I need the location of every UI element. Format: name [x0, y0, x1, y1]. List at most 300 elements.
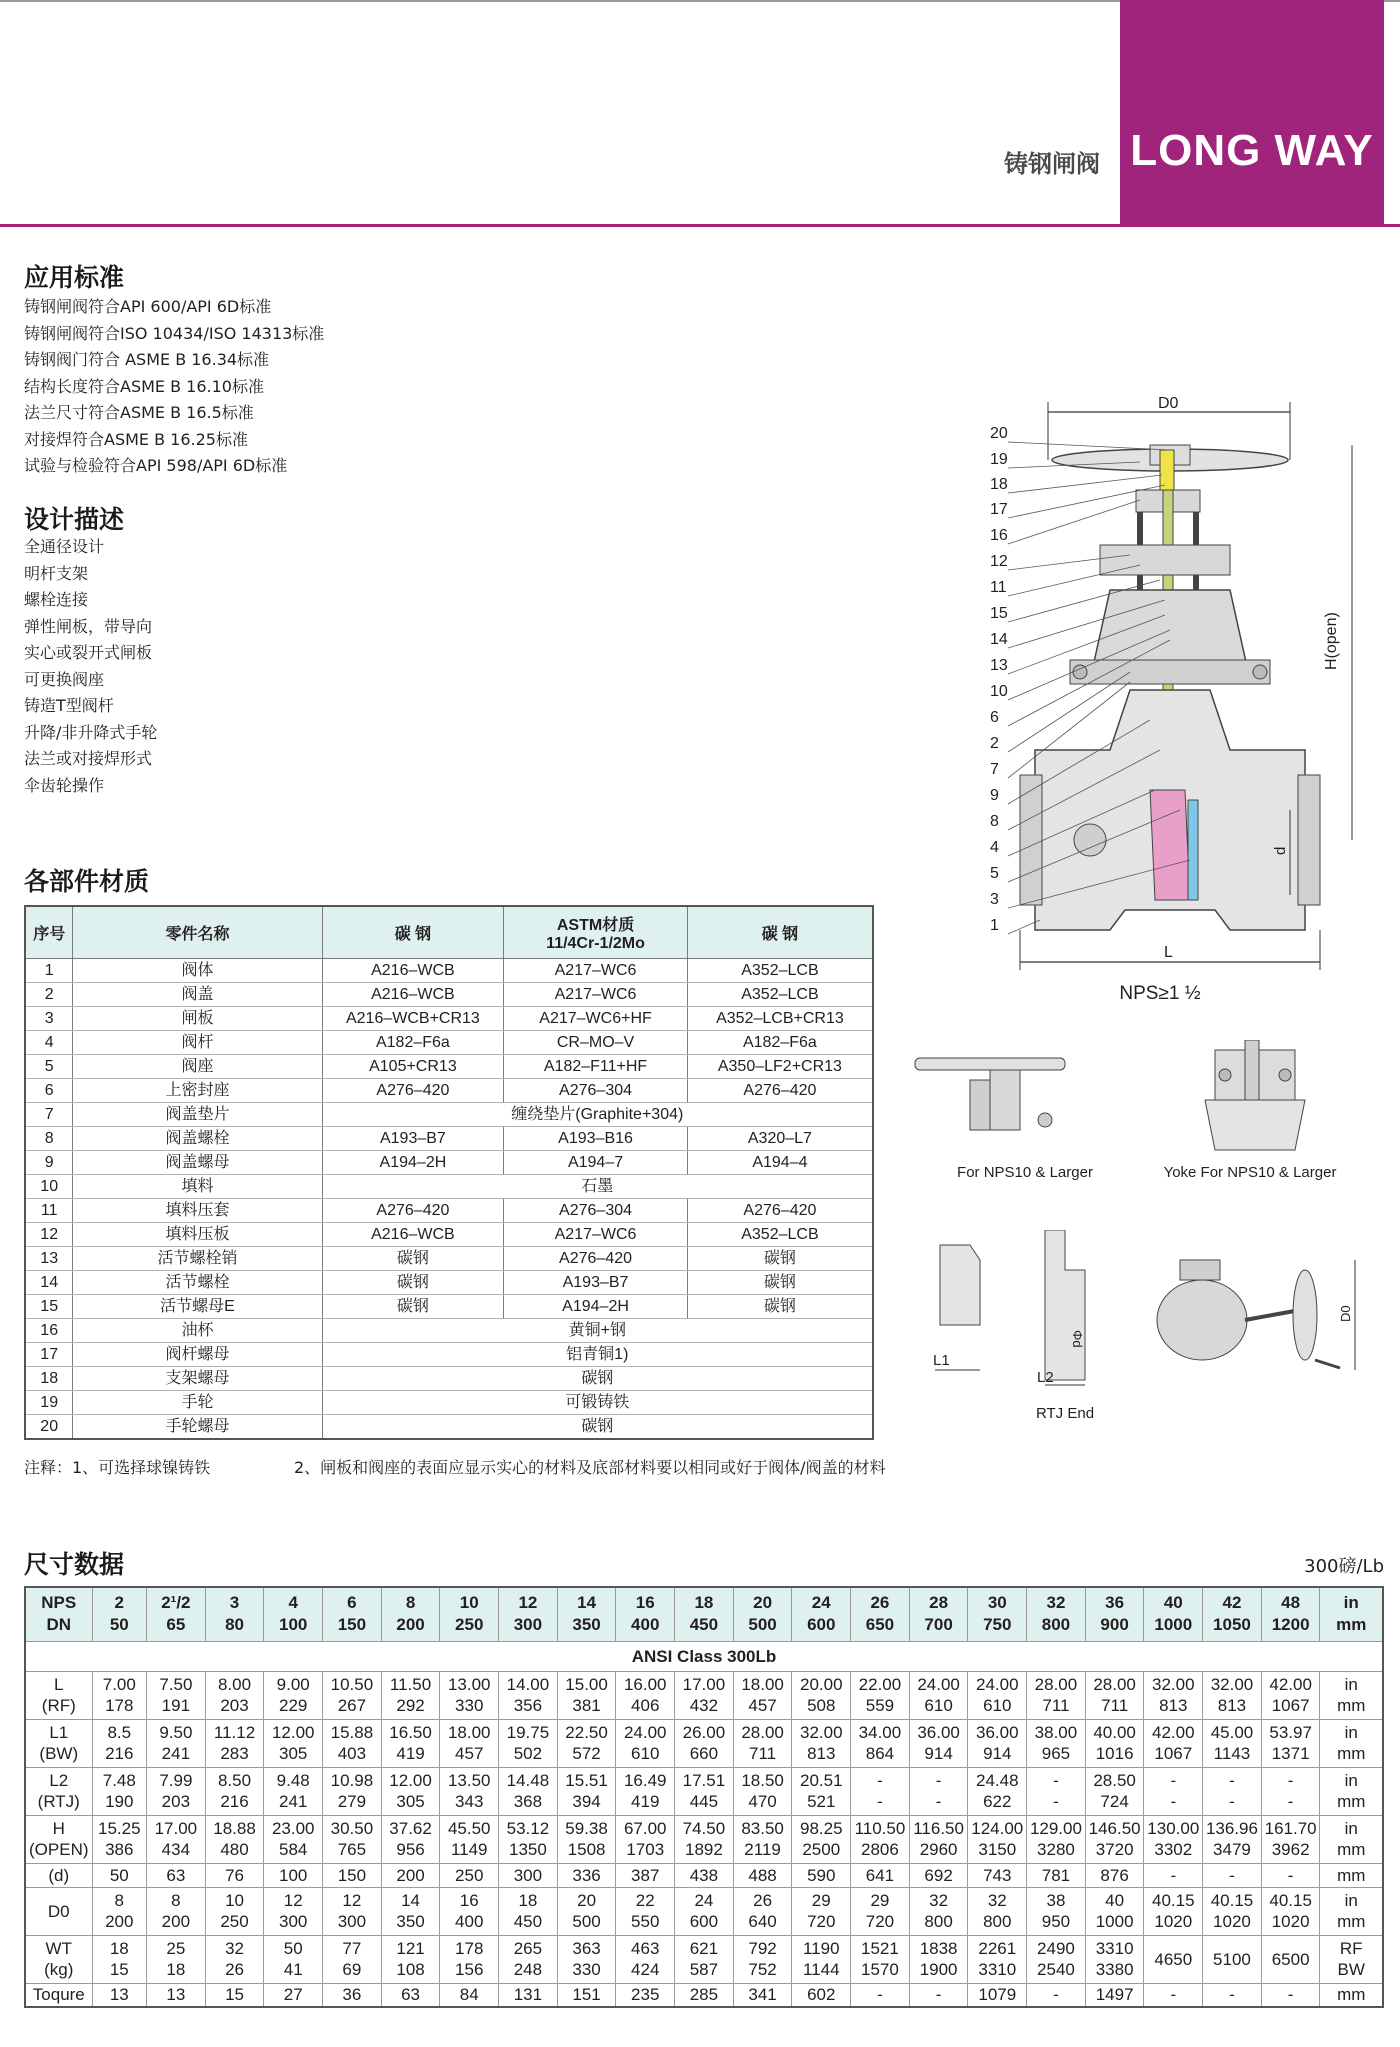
weight-value-bottom: 1900 — [919, 1960, 958, 1979]
nps-value: 3 — [229, 1593, 240, 1613]
dimension-value-bottom: 406 — [631, 1696, 660, 1715]
dimension-value-bottom: 914 — [983, 1744, 1012, 1763]
rtj-caption: RTJ End — [1035, 1405, 1095, 1422]
part-number: 6 — [990, 709, 999, 726]
weight-value — [1203, 1935, 1262, 1983]
dimension-value-bottom: 965 — [1041, 1744, 1071, 1763]
h-dim-label: H(open) — [1323, 612, 1340, 670]
weight-value — [733, 1935, 792, 1983]
nps-value: 36 — [1105, 1593, 1125, 1613]
size-column-header — [440, 1587, 499, 1641]
astm-line1: ASTM材质 — [556, 916, 635, 934]
d0-value-bottom: 450 — [513, 1912, 543, 1931]
dimension-value-bottom: 457 — [748, 1696, 777, 1715]
d0-value-bottom: 300 — [279, 1912, 308, 1931]
part-material-astm: A217–WC6 — [504, 982, 688, 1006]
row-label-bottom: (RTJ) — [37, 1792, 80, 1811]
dimension-value-top: 13.50 — [447, 1771, 491, 1790]
weight-value-top: 363 — [572, 1939, 601, 1958]
dimension-value-top: 18.00 — [741, 1675, 784, 1694]
dimension-value-bottom: 229 — [279, 1696, 308, 1715]
dimension-value — [381, 1671, 440, 1719]
weight-value-bottom: 15 — [109, 1960, 129, 1979]
materials-row — [25, 1318, 873, 1342]
dimension-value — [557, 1671, 616, 1719]
design-title: 设计描述 — [24, 505, 125, 534]
weight-value-top: 18 — [109, 1939, 129, 1958]
dimensions-table — [24, 1586, 1384, 2008]
torque-value: 285 — [675, 1983, 734, 2007]
dimension-value — [675, 1671, 734, 1719]
dimension-value — [205, 1719, 264, 1767]
dimension-value-bottom: 3479 — [1213, 1840, 1251, 1859]
dimension-value — [851, 1767, 910, 1815]
weight-value — [92, 1935, 146, 1983]
weight-value-bottom: 752 — [748, 1960, 777, 1979]
dimension-value-top: 45.50 — [447, 1819, 491, 1838]
dimension-value-top: 83.50 — [741, 1819, 784, 1838]
d0-value-top: 32 — [987, 1891, 1007, 1910]
standards-item: 铸钢闸阀符合API 600/API 6D标准 — [24, 297, 272, 316]
weight-value — [1085, 1935, 1144, 1983]
dimension-value-top: 11.50 — [389, 1675, 432, 1694]
dimension-value-bottom: 1892 — [685, 1840, 723, 1859]
dn-value: 400 — [631, 1615, 660, 1635]
dimension-value-top: 16.50 — [389, 1723, 432, 1742]
brand-block — [1120, 0, 1384, 224]
part-material-lt: A194–4 — [687, 1150, 873, 1174]
dimension-value-top: 24.00 — [917, 1675, 960, 1694]
dn-value: 450 — [689, 1615, 719, 1635]
dimension-value-bottom: 610 — [924, 1696, 953, 1715]
part-material-carbon: A216–WCB — [322, 958, 504, 982]
dimension-value-bottom: 956 — [396, 1840, 425, 1859]
weight-value — [205, 1935, 264, 1983]
dimension-value-top: 110.50 — [854, 1819, 906, 1838]
dimension-value-top: - — [877, 1771, 883, 1790]
dimension-value-bottom: 386 — [105, 1840, 134, 1859]
nps-value: 32 — [1046, 1593, 1066, 1613]
dimension-value — [909, 1815, 968, 1863]
row-unit-top: in — [1344, 1675, 1358, 1694]
d0-value-bottom: 800 — [983, 1912, 1012, 1931]
d0-value-bottom: 400 — [455, 1912, 484, 1931]
size-column-header — [92, 1587, 146, 1641]
part-name: 阀座 — [73, 1054, 322, 1078]
dimension-value-top: 12.00 — [271, 1723, 315, 1742]
d0-value-bottom: 1020 — [1213, 1912, 1251, 1931]
weight-value-top: 5100 — [1213, 1949, 1251, 1969]
yoke-large-drawing — [1195, 1040, 1315, 1160]
bore-value: 150 — [323, 1863, 382, 1887]
dimension-value — [1085, 1671, 1144, 1719]
part-material-lt: A352–LCB — [687, 982, 873, 1006]
torque-value: 151 — [557, 1983, 616, 2007]
d0-value-top: 29 — [811, 1891, 831, 1910]
nps-value: 24 — [811, 1593, 831, 1613]
weight-value — [1144, 1935, 1203, 1983]
dimension-value-bottom: 403 — [337, 1744, 367, 1763]
weight-value — [323, 1935, 382, 1983]
dimension-value — [557, 1767, 616, 1815]
dimension-value-top: 15.25 — [98, 1819, 141, 1838]
part-material-astm: A193–B7 — [504, 1270, 688, 1294]
dn-value: 150 — [337, 1615, 367, 1635]
dn-value: 700 — [924, 1615, 953, 1635]
row-unit-bottom: mm — [1337, 1792, 1366, 1811]
dn-value: 600 — [807, 1615, 836, 1635]
part-no: 3 — [25, 1006, 73, 1030]
weight-value-bottom: 330 — [572, 1960, 601, 1979]
dimension-value-top: - — [1287, 1771, 1294, 1790]
dimension-value-top: 161.70 — [1264, 1819, 1317, 1838]
dimension-value-bottom: 660 — [689, 1744, 719, 1763]
dimension-value-bottom: - — [1053, 1792, 1059, 1811]
dimension-value-top: 15.51 — [565, 1771, 608, 1790]
dimension-row — [25, 1719, 1383, 1767]
dimension-value-top: 42.00 — [1152, 1723, 1195, 1742]
torque-value: 36 — [323, 1983, 382, 2007]
size-column-header — [147, 1587, 206, 1641]
dimension-value-bottom: 178 — [105, 1696, 134, 1715]
dimension-value — [1144, 1671, 1203, 1719]
design-item: 实心或裂开式闸板 — [24, 643, 153, 662]
weight-value — [440, 1935, 499, 1983]
d0-value-top: 38 — [1046, 1891, 1066, 1910]
row-label: D0 — [25, 1887, 92, 1935]
nps-value: 40 — [1163, 1593, 1183, 1613]
dimension-value-bottom: 432 — [689, 1696, 719, 1715]
dimension-value — [909, 1671, 968, 1719]
dimension-row — [25, 1767, 1383, 1815]
part-no: 8 — [25, 1126, 73, 1150]
size-column-header — [1261, 1587, 1320, 1641]
dimension-value-bottom: 2806 — [861, 1840, 899, 1859]
dimension-value — [147, 1671, 206, 1719]
row-label-top: L1 — [49, 1723, 69, 1742]
bore-value: - — [1203, 1863, 1262, 1887]
part-material-carbon: A182–F6a — [322, 1030, 504, 1054]
torque-value: 63 — [381, 1983, 440, 2007]
materials-row — [25, 1102, 873, 1126]
part-no: 4 — [25, 1030, 73, 1054]
dimension-value — [264, 1671, 323, 1719]
dimension-value-top: 74.50 — [682, 1819, 726, 1838]
dimension-value-top: 59.38 — [565, 1819, 608, 1838]
row-unit-top: RF — [1339, 1939, 1363, 1958]
torque-value: 27 — [264, 1983, 323, 2007]
row-label-top: L2 — [49, 1771, 69, 1790]
handwheel-diameter-row — [25, 1887, 1383, 1935]
dimension-value-bottom: 813 — [807, 1744, 836, 1763]
bore-value: 488 — [733, 1863, 792, 1887]
unit-header — [1320, 1587, 1383, 1641]
part-number: 7 — [990, 761, 999, 778]
dimension-value-top: 8.00 — [217, 1675, 252, 1694]
d0-dim-label: D0 — [1158, 395, 1179, 412]
dimension-value-bottom: 724 — [1100, 1792, 1129, 1811]
part-material-lt: A352–LCB+CR13 — [687, 1006, 873, 1030]
d0-value-bottom: 600 — [689, 1912, 719, 1931]
part-no: 10 — [25, 1174, 73, 1198]
part-no: 19 — [25, 1390, 73, 1414]
bore-value: 743 — [968, 1863, 1027, 1887]
size-column-header — [1144, 1587, 1203, 1641]
d0-value — [909, 1887, 968, 1935]
dimension-value-bottom: 305 — [279, 1744, 308, 1763]
nps-label: NPS — [41, 1593, 77, 1613]
col-no: 序号 — [25, 906, 73, 958]
dimension-value-bottom: 241 — [161, 1744, 191, 1763]
size-column-header — [733, 1587, 792, 1641]
dimensions-table-wrap — [24, 1586, 1384, 2008]
d0-value — [1144, 1887, 1203, 1935]
torque-value: 235 — [616, 1983, 675, 2007]
dimension-value-top: 24.48 — [976, 1771, 1019, 1790]
dimension-value — [264, 1815, 323, 1863]
weight-value — [264, 1935, 323, 1983]
dimension-value-top: 24.00 — [623, 1723, 667, 1742]
d0-value-top: 12 — [342, 1891, 362, 1910]
dimension-value-top: - — [935, 1771, 942, 1790]
dimension-value-bottom: 521 — [807, 1792, 836, 1811]
dn-value: 50 — [109, 1615, 129, 1635]
gear-operator-drawing — [1150, 1250, 1380, 1380]
nps-value: 26 — [870, 1593, 890, 1613]
bore-value: 590 — [792, 1863, 851, 1887]
dn-value: 1200 — [1271, 1615, 1310, 1635]
dimension-value-top: 129.00 — [1029, 1819, 1082, 1838]
dimension-value-bottom: 419 — [396, 1744, 425, 1763]
row-unit-bottom: mm — [1337, 1912, 1366, 1931]
dimension-value-bottom: 3150 — [978, 1840, 1017, 1859]
dimension-value-top: 24.00 — [976, 1675, 1019, 1694]
part-number: 2 — [990, 735, 999, 752]
part-material-carbon: 碳钢 — [322, 1246, 504, 1270]
bw-end-drawing — [925, 1230, 1095, 1390]
row-label-bottom: (OPEN) — [29, 1840, 89, 1859]
design-item: 升降/非升降式手轮 — [24, 722, 158, 742]
dimension-value — [675, 1815, 734, 1863]
bore-value: 76 — [205, 1863, 264, 1887]
handwheel-large-drawing — [910, 1040, 1100, 1160]
size-column-header — [499, 1587, 558, 1641]
nps-value: 18 — [694, 1593, 714, 1613]
dimension-value — [616, 1719, 675, 1767]
part-name: 填料 — [73, 1174, 322, 1198]
dimension-value-top: 23.00 — [271, 1819, 315, 1838]
bore-value: - — [1261, 1863, 1320, 1887]
dn-value: 500 — [748, 1615, 777, 1635]
part-name: 活节螺栓 — [73, 1270, 322, 1294]
part-number: 17 — [990, 501, 1008, 518]
part-material-astm: A217–WC6+HF — [504, 1006, 688, 1030]
dimension-value — [323, 1767, 382, 1815]
dimension-value-top: 28.00 — [741, 1723, 784, 1742]
weight-value-bottom: 41 — [283, 1960, 303, 1979]
d0-value-top: 24 — [694, 1891, 714, 1910]
dimension-value-top: 9.50 — [159, 1723, 193, 1742]
dimension-value-bottom: 480 — [220, 1840, 249, 1859]
dimension-value-top: 8.50 — [217, 1771, 252, 1790]
dimension-value-top: 28.00 — [1034, 1675, 1078, 1694]
materials-note — [24, 1455, 886, 1478]
materials-row — [25, 1390, 873, 1414]
weight-value — [616, 1935, 675, 1983]
design-item: 铸造T型阀杆 — [24, 696, 114, 715]
materials-row — [25, 1054, 873, 1078]
dimension-value — [909, 1719, 968, 1767]
part-no: 5 — [25, 1054, 73, 1078]
dimension-value-top: 36.00 — [917, 1723, 960, 1742]
dimension-value-top: 146.50 — [1088, 1819, 1141, 1838]
weight-value — [557, 1935, 616, 1983]
bore-value: 100 — [264, 1863, 323, 1887]
d-dim-label: d — [1272, 846, 1289, 855]
dimension-row — [25, 1815, 1383, 1863]
part-number: 8 — [990, 813, 999, 830]
materials-row — [25, 1126, 873, 1150]
l1-dim-label: L1 — [933, 1352, 950, 1369]
part-material-all: 可锻铸铁 — [322, 1390, 873, 1414]
part-no: 15 — [25, 1294, 73, 1318]
d0-value-bottom: 250 — [220, 1912, 249, 1931]
dimension-value-top: 9.00 — [276, 1675, 310, 1694]
dimension-value — [323, 1671, 382, 1719]
part-name: 支架螺母 — [73, 1366, 322, 1390]
nps-dn-label — [25, 1587, 92, 1641]
dimension-value — [968, 1815, 1027, 1863]
d0-value-top: 40 — [1105, 1891, 1125, 1910]
weight-value-bottom: 156 — [455, 1960, 484, 1979]
dimension-value-bottom: 203 — [161, 1792, 191, 1811]
part-no: 13 — [25, 1246, 73, 1270]
dimension-value — [440, 1719, 499, 1767]
part-number: 11 — [990, 579, 1007, 596]
part-material-all: 铝青铜1) — [322, 1342, 873, 1366]
dimension-value — [1203, 1671, 1262, 1719]
dimension-value-top: 30.50 — [330, 1819, 374, 1838]
part-material-carbon: A216–WCB+CR13 — [322, 1006, 504, 1030]
part-material-carbon: A216–WCB — [322, 982, 504, 1006]
part-name: 油杯 — [73, 1318, 322, 1342]
dimension-value-bottom: - — [1170, 1792, 1177, 1811]
dimension-value — [1085, 1815, 1144, 1863]
dimension-value — [792, 1767, 851, 1815]
materials-row — [25, 1078, 873, 1102]
dimension-value-bottom: 3720 — [1095, 1840, 1134, 1859]
d0-value — [733, 1887, 792, 1935]
dimension-value — [1203, 1815, 1262, 1863]
dimension-value — [1027, 1719, 1086, 1767]
dimension-value-top: 45.00 — [1210, 1723, 1254, 1742]
l-dim-label: L — [1164, 944, 1173, 961]
dn-value: 650 — [865, 1615, 895, 1635]
dimension-value-bottom: 203 — [220, 1696, 249, 1715]
standards-item: 对接焊符合ASME B 16.25标准 — [24, 429, 248, 449]
size-column-header — [381, 1587, 440, 1641]
weight-row — [25, 1935, 1383, 1983]
dimension-value-top: 38.00 — [1034, 1723, 1078, 1742]
row-label: (d) — [25, 1863, 92, 1887]
d0-value — [147, 1887, 206, 1935]
part-number: 16 — [990, 527, 1008, 544]
part-material-lt: A276–420 — [687, 1198, 873, 1222]
dimension-value-bottom: - — [1229, 1792, 1235, 1811]
size-column-header — [792, 1587, 851, 1641]
size-column-header — [264, 1587, 323, 1641]
d0-value-top: 16 — [459, 1891, 479, 1910]
part-material-lt: 碳钢 — [687, 1246, 873, 1270]
dimensions-title: 尺寸数据 — [24, 1550, 125, 1579]
weight-value-top: 4650 — [1154, 1949, 1193, 1969]
dimension-value-top: 15.00 — [565, 1675, 608, 1694]
dimension-value — [147, 1815, 206, 1863]
dimension-value — [1261, 1767, 1320, 1815]
dimension-value — [499, 1719, 558, 1767]
dn-value: 900 — [1100, 1615, 1129, 1635]
design-list — [24, 534, 157, 799]
dimension-value-bottom: 610 — [983, 1696, 1012, 1715]
materials-row — [25, 1006, 873, 1030]
dimension-value-top: 40.00 — [1093, 1723, 1136, 1742]
dimension-value-top: 116.50 — [913, 1819, 964, 1838]
dimension-value-top: 67.00 — [623, 1819, 667, 1838]
nps-value: 10 — [459, 1593, 479, 1613]
row-unit: mm — [1320, 1983, 1383, 2007]
row-unit — [1320, 1719, 1383, 1767]
materials-row — [25, 1174, 873, 1198]
row-unit — [1320, 1935, 1383, 1983]
design-item: 全通径设计 — [24, 537, 105, 556]
dimension-value-top: 10.50 — [330, 1675, 374, 1694]
dimension-value-top: 11.12 — [213, 1723, 256, 1742]
d0-value-top: 18 — [518, 1891, 538, 1910]
dimension-value-bottom: 330 — [455, 1696, 484, 1715]
part-material-all: 石墨 — [322, 1174, 873, 1198]
part-name: 上密封座 — [73, 1078, 322, 1102]
dn-value: 80 — [225, 1615, 244, 1635]
dimension-value-top: 7.48 — [102, 1771, 136, 1790]
materials-row — [25, 1414, 873, 1439]
weight-value-top: 178 — [455, 1939, 484, 1958]
weight-value-bottom: 248 — [513, 1960, 543, 1979]
row-label-bottom: (BW) — [39, 1744, 79, 1763]
torque-value: 15 — [205, 1983, 264, 2007]
part-material-lt: A182–F6a — [687, 1030, 873, 1054]
part-number: 1 — [990, 917, 999, 934]
part-number: 14 — [990, 631, 1008, 648]
part-material-lt: A350–LF2+CR13 — [687, 1054, 873, 1078]
dimension-value-top: 12.00 — [389, 1771, 432, 1790]
d0-value-bottom: 1020 — [1154, 1912, 1193, 1931]
nps-value: 6 — [347, 1593, 357, 1613]
part-no: 17 — [25, 1342, 73, 1366]
dimension-value-bottom: 711 — [749, 1744, 777, 1763]
nps-value: 20 — [753, 1593, 773, 1613]
dn-value: 1000 — [1154, 1615, 1193, 1635]
design-item: 法兰或对接焊形式 — [24, 749, 153, 768]
row-unit-top: in — [1344, 1819, 1358, 1838]
d0-value — [1203, 1887, 1262, 1935]
dimension-value-top: 18.88 — [213, 1819, 256, 1838]
part-name: 手轮 — [73, 1390, 322, 1414]
part-material-lt: 碳钢 — [687, 1270, 873, 1294]
materials-row — [25, 958, 873, 982]
weight-value-bottom: 1144 — [802, 1960, 840, 1979]
size-column-header — [205, 1587, 264, 1641]
dimension-value-bottom: - — [877, 1792, 883, 1811]
